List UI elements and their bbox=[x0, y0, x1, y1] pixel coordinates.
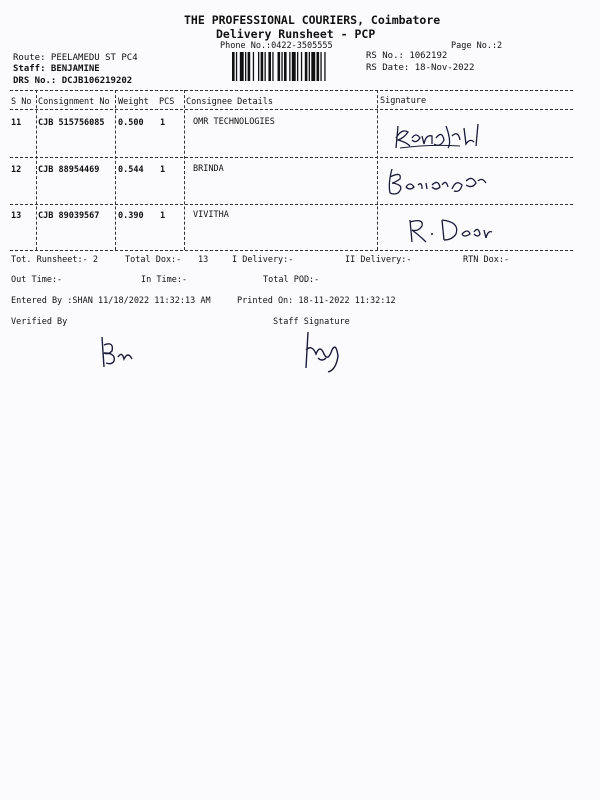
row-pcs: 1 bbox=[160, 118, 166, 128]
staff-label: Staff: BENJAMINE bbox=[13, 64, 100, 74]
barcode-bar bbox=[311, 52, 315, 81]
col-divider bbox=[36, 90, 37, 250]
i-delivery: I Delivery:- bbox=[232, 255, 294, 265]
row-weight: 0.390 bbox=[118, 211, 144, 221]
document-title: Delivery Runsheet - PCP bbox=[216, 27, 376, 41]
col-divider bbox=[184, 90, 185, 250]
row-sno: 11 bbox=[11, 118, 22, 128]
barcode-bar bbox=[232, 52, 235, 81]
signature-handwritten bbox=[402, 212, 497, 246]
barcode-bar bbox=[309, 52, 310, 81]
col-divider bbox=[115, 90, 116, 250]
route-label: Route: PEELAMEDU ST PC4 bbox=[13, 53, 138, 63]
total-dox-label: Total Dox:- bbox=[125, 255, 182, 265]
barcode-bar bbox=[324, 52, 325, 81]
barcode-bar bbox=[253, 52, 254, 81]
rule-row-11 bbox=[10, 157, 573, 158]
row-weight: 0.544 bbox=[118, 165, 144, 175]
rs-number: RS No.: 1062192 bbox=[366, 51, 448, 61]
row-consignee: BRINDA bbox=[193, 164, 224, 174]
row-consignee: VIVITHA bbox=[193, 210, 229, 220]
barcode-bar bbox=[278, 52, 281, 81]
barcode-bar bbox=[258, 52, 259, 81]
barcode-bar bbox=[297, 52, 298, 81]
barcode-bar bbox=[281, 52, 282, 81]
barcode-bar bbox=[289, 52, 290, 81]
rtn-dox: RTN Dox:- bbox=[463, 255, 510, 265]
total-dox-value: 13 bbox=[198, 255, 209, 265]
header-consignment: Consignment No bbox=[38, 97, 110, 107]
header-sno: S No bbox=[11, 97, 32, 107]
drs-number: DRS No.: DCJB106219202 bbox=[13, 76, 133, 86]
barcode-bar bbox=[261, 52, 264, 81]
row-pcs: 1 bbox=[160, 165, 166, 175]
row-consignee: OMR TECHNOLOGIES bbox=[193, 117, 275, 127]
barcode-bar bbox=[268, 52, 271, 81]
total-pod: Total POD:- bbox=[263, 275, 320, 285]
signature-handwritten bbox=[390, 118, 485, 154]
row-pcs: 1 bbox=[160, 211, 166, 221]
barcode-bar bbox=[284, 52, 287, 81]
page-number: Page No.:2 bbox=[451, 41, 503, 51]
barcode-bar bbox=[272, 52, 273, 81]
row-sno: 13 bbox=[11, 211, 22, 221]
barcode-bar bbox=[248, 52, 251, 81]
ii-delivery: II Delivery:- bbox=[345, 255, 412, 265]
barcode-bar bbox=[245, 52, 246, 81]
verified-by-signature bbox=[94, 333, 140, 371]
in-time: In Time:- bbox=[141, 275, 188, 285]
rule-bottom bbox=[10, 250, 573, 251]
row-consignment: CJB 515756085 bbox=[38, 118, 105, 128]
header-signature: Signature bbox=[380, 96, 427, 106]
col-divider bbox=[377, 90, 378, 250]
row-sno: 12 bbox=[11, 165, 22, 175]
header-pcs: PCS bbox=[159, 97, 175, 107]
barcode-bar bbox=[236, 52, 237, 81]
entered-by: Entered By :SHAN 11/18/2022 11:32:13 AM bbox=[11, 296, 211, 306]
total-runsheet: Tot. Runsheet:- 2 bbox=[11, 255, 98, 265]
barcode-image bbox=[232, 52, 360, 81]
header-weight: Weight bbox=[118, 97, 149, 107]
staff-signature-scribble bbox=[298, 328, 346, 376]
row-weight: 0.500 bbox=[118, 118, 144, 128]
row-consignment: CJB 88954469 bbox=[38, 165, 100, 175]
row-consignment: CJB 89039567 bbox=[38, 211, 100, 221]
verified-by-label: Verified By bbox=[11, 317, 68, 327]
barcode-bar bbox=[301, 52, 302, 81]
signature-handwritten bbox=[382, 163, 497, 199]
staff-signature-label: Staff Signature bbox=[273, 317, 350, 327]
barcode-bar bbox=[320, 52, 321, 81]
header-consignee: Consignee Details bbox=[186, 97, 273, 107]
printed-on: Printed On: 18-11-2022 11:32:12 bbox=[237, 296, 396, 306]
phone-number: Phone No.:0422-3505555 bbox=[220, 41, 333, 51]
rule-header bbox=[10, 109, 573, 110]
out-time: Out Time:- bbox=[11, 275, 63, 285]
barcode-bar bbox=[240, 52, 244, 81]
rs-date: RS Date: 18-Nov-2022 bbox=[366, 63, 475, 73]
barcode-bar bbox=[292, 52, 296, 81]
company-name: THE PROFESSIONAL COURIERS, Coimbatore bbox=[184, 13, 441, 27]
rule-top bbox=[10, 90, 573, 91]
barcode-bar bbox=[305, 52, 308, 81]
barcode-bar bbox=[265, 52, 266, 81]
barcode-bar bbox=[317, 52, 320, 81]
rule-row-12 bbox=[10, 204, 573, 205]
